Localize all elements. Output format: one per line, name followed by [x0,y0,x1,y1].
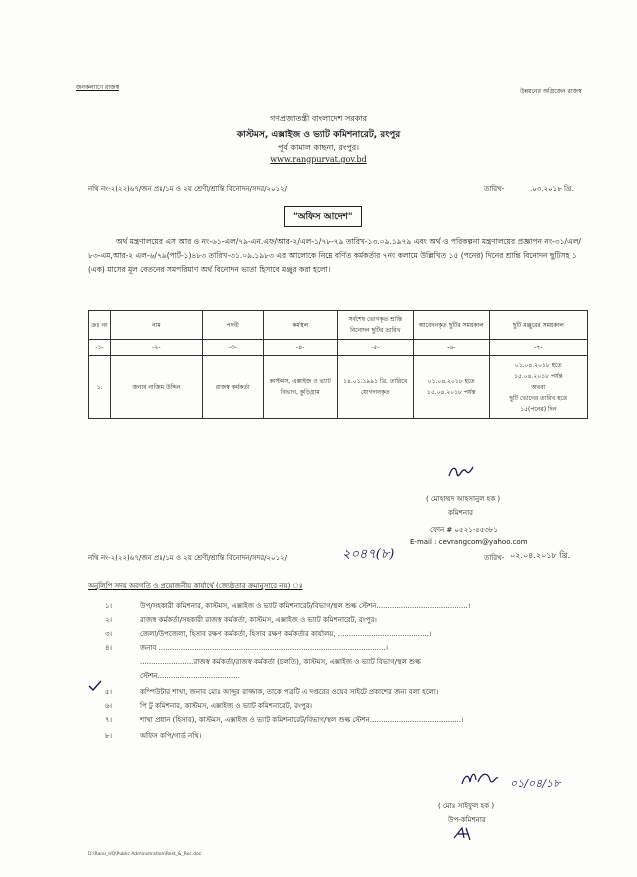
granted-line: ছুটি ভোগের তারিখ হতে [509,394,568,402]
col-header-last-leave: সর্বশেষ ভোগকৃত শ্রান্তি বিনোদন ছুটির তারিখ [337,311,413,340]
index-cell: -২- [110,340,202,356]
col-header-workplace: কর্মস্থল [263,311,337,340]
cc-item: রাজস্ব কর্মকর্তা/সহকারী রাজস্ব কর্মকর্তা, কাস্টমস, এক্সাইজ ও ভ্যাট কমিশনারেট, রংপুর। [140,616,377,624]
header-website: www.rangpurvat.gov.bd [270,155,367,164]
date-label: তারিখ- [484,185,505,193]
cc-number: ৮। [105,732,113,740]
signatory-phone: ফোন # ০৫২১-৫৫৩৮১ [430,526,498,534]
cell-applied: ০১.০৪.২০১৮ হতে ১৫.০৪.২০১৮ পর্যন্ত [413,356,489,419]
index-cell: -৬- [413,340,489,356]
col-header-granted: ছুটি মঞ্জুরের সময়কাল [489,311,587,340]
cc-number: ১। [105,602,113,610]
cc-item: অফিস কপি/গার্ড নথি। [140,732,202,740]
col-header-applied: আবেদনকৃত ছুটির সময়কাল [413,311,489,340]
cc-item: কম্পিউটার শাখা, জনাব মোঃ আব্দুর রাজ্জাক, তাকে পত্রটি এ দপ্তরের ওয়েব সাইটে প্রকাশের জন্য বলা হলো। [140,688,439,696]
initials-mark [452,826,472,842]
index-cell: -৫- [337,340,413,356]
cell-last-leave: ১৪.০১.১৯৯১ খ্রি. তারিখে যোগদানকৃত [337,356,413,419]
handwritten-memo-number: ২০৪৭(৮) [342,547,395,562]
leave-table [88,310,588,419]
date-label-2: তারিখ- [484,554,505,562]
footer-file-path: D:\Ranu_HQ\Public Administration\Rest_&_Rec.doc [88,852,202,857]
header-line2: কাস্টমস, এক্সাইজ ও ভ্যাট কমিশনারেট, রংপুর [236,130,401,140]
checkmark-icon [88,680,102,692]
reference-number-2: নথি নং-২(২২)৬৭/জন প্রঃ/১ম ও ২য় শ্রেণী/শ্রান্তি বিনোদন/সদর/২০১২/ [88,554,288,562]
cell-name: জনাব নাজিম উদ্দিন [110,356,202,419]
granted-line: ০১.০৪.২০১৮ হতে [514,361,562,369]
cc-item: উপ/সহকারী কমিশনার, কাস্টমস, এক্সাইজ ও ভ্যাট কমিশনারেট/বিভাগ/স্থল শুল্ক স্টেশন.........................................। [140,602,471,610]
table-index-row [89,340,588,356]
top-right-note: উন্নয়নের অগ্রিজেন রাজস্ব [520,88,582,95]
granted-line: ১৫.০৪.২০১৮ পর্যন্ত [514,372,563,380]
cc-item: জনাব ......................................................................................................। [140,644,389,652]
cc-header: অনুলিপি সদয় অবগতি ও প্রয়োজনীয় কার্যার্থে (জ্যেষ্ঠতার ক্রমানুসারে নয়) ঃ [88,582,303,590]
index-cell: -৪- [263,340,337,356]
cc-number: ৩। [105,630,113,638]
cc-item: জেলা/উপজেলা, হিসাব রক্ষণ কর্মকর্তা, হিসাব রক্ষণ কর্মকর্তার কার্যালয়, .........................................। [140,630,432,638]
header-line1: গণপ্রজাতন্ত্রী বাংলাদেশ সরকার [269,114,368,123]
index-cell: -৭- [489,340,587,356]
office-order-title: "অফিস আদেশ" [284,206,362,227]
cc-number: ২। [105,616,113,624]
cc-number: ৭। [105,716,113,724]
cc-number: ৫। [105,688,113,696]
cc-item: পি টু কমিশনার, কাস্টমস, এক্সাইজ ও ভ্যাট কমিশনারেট, রংপুর। [140,702,313,710]
signatory-name: ( মোহাম্মদ আহসানুল হক ) [426,495,501,503]
granted-line: ১৫(পনের) দিন [520,405,557,413]
cell-designation: রাজস্ব কর্মকর্তা [202,356,263,419]
commissioner-signature [446,462,476,484]
date-value-2: ০২.০৪.২০১৮ খ্রি. [510,551,570,560]
col-header-designation: পদবী [202,311,263,340]
cell-sl: ১. [89,356,111,419]
signatory-title: কমিশনার [448,509,473,517]
granted-line: অথবা [531,383,546,391]
index-cell: -৩- [202,340,263,356]
handwritten-signature-date: ০১/০৪/১৮ [510,777,561,790]
cc-number: ৬। [105,702,113,710]
col-header-sl: ক্রঃ নং [89,311,111,340]
cell-granted [489,356,587,419]
table-row [89,356,588,419]
cc-item: শাখা প্রধান (হিসাব), কাস্টমস, এক্সাইজ ও ভ্যাট কমিশনারেট/বিভাগ/স্থল শুল্ক স্টেশন.........................................। [140,716,464,724]
cell-workplace: কাস্টমস, এক্সাইজ ও ভ্যাট বিভাগ, কুড়িগ্রাম [263,356,337,419]
col-header-name: নাম [110,311,202,340]
signatory2-name: ( মোঃ সাইফুল হক ) [438,802,495,810]
reference-number: নথি নং-২(২২)৬৭/জন প্রঃ/১ম ও ২য় শ্রেণী/শ্রান্তি বিনোদন/সদর/২০১২/ [88,185,288,193]
signatory-email: E-mail : cevrangcom@yahoo.com [410,538,528,546]
top-left-note: জনকল্যাণে রাজস্ব [76,84,120,91]
deputy-signature [460,768,500,790]
signatory2-title: উপ-কমিশনার [448,816,486,824]
cc-item: স্টেশন..................................... [140,672,240,680]
order-body: অর্থ মন্ত্রণালয়ের এস আর ও নং-৬১-এল/৭৯-এন.এফ/আর-২/এল-১/৭৮-৭৯ তারিখ-১৩.০৯.১৯৭৯ এবং অর্থ ও পরিকল্পনা মন্ত্রণালয়ের প্রজ্ঞাপন নং-৩১/এল/৮৩-এম,আর-২ এল-৬/৭৯(পার্ট-১)৪৮৩ তারিখ-৩১.০৯.১৯৮৩ এর আলোকে নিম্নে বর্ণিত কর্মকর্তার ৭নং কলামে উল্লিখিত ১৫ (পনের) দিনের শ্রান্তি বিনোদন ছুটিসহ ১ (এক) মাসের মূল বেতনের সমপরিমাণ অর্থ বিনোদন ভাতা হিসাবে মঞ্জুর করা হলো। [88,237,581,274]
index-cell: -১- [89,340,111,356]
cc-number: ৪। [105,644,113,652]
date-value: .০৩.২০১৮ খ্রি. [530,185,574,193]
cc-item: ........................রাজস্ব কর্মকর্তা/রাজস্ব কর্মকর্তা (চলতি), কাস্টমস, এক্সাইজ ও ভ্যাট বিভাগ/স্থল শুল্ক [140,658,421,666]
header-line3: পূর্ব কামাল কাছনা, রংপুর। [277,143,360,152]
